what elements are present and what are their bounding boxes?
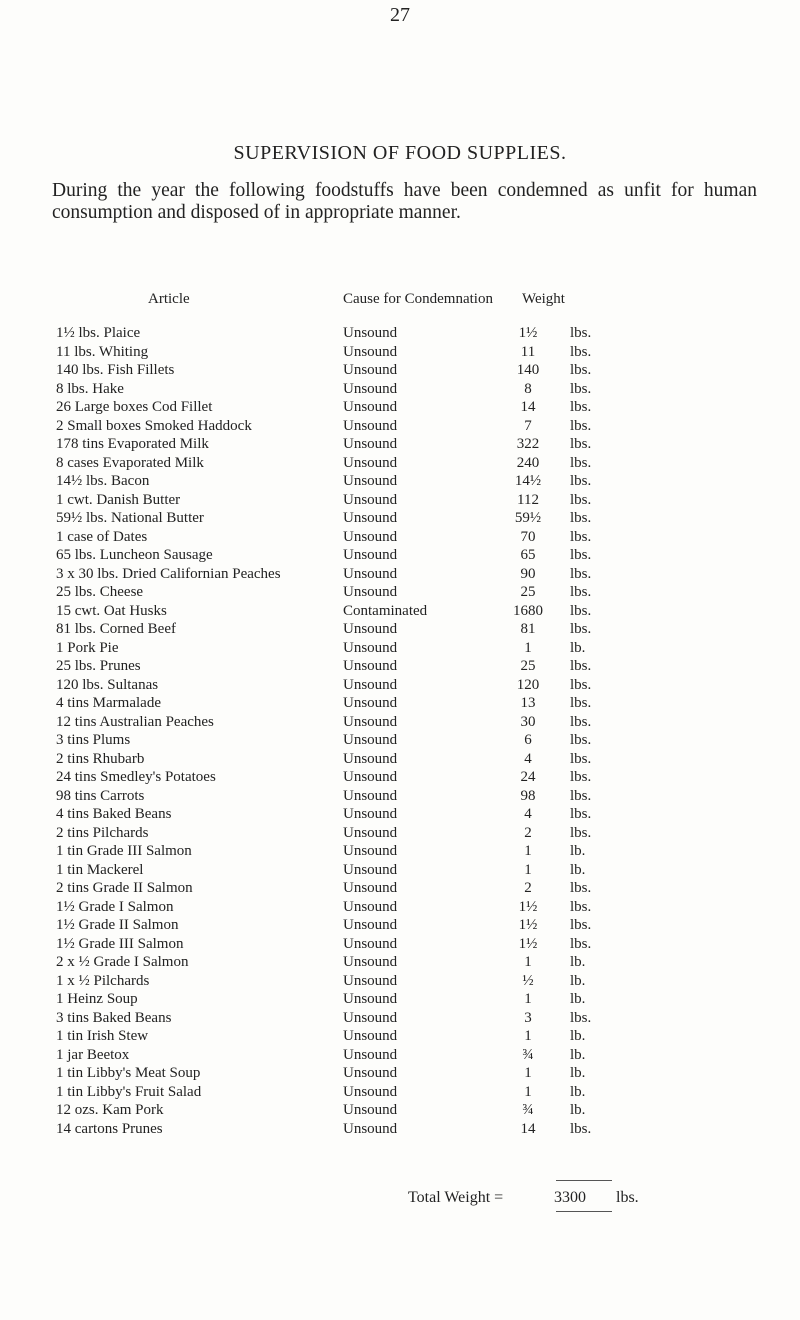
weight-unit-cell: lbs.	[570, 676, 592, 693]
cause-cell: Unsound	[343, 399, 398, 415]
article-cell: 3 tins Plums	[56, 732, 131, 748]
weight-qty-cell: 1	[524, 991, 532, 1007]
weight-unit-cell: lbs.	[570, 1009, 592, 1026]
cause-cell: Unsound	[343, 565, 398, 582]
intro-paragraph: During the year the following foodstuffs have been condemned as unfit for human consumption and disposed of in appropriate manner.	[52, 180, 757, 223]
weight-qty-cell: 90	[520, 565, 536, 582]
total-weight-unit: lbs.	[616, 1189, 639, 1206]
weight-qty-cell: ¾	[522, 1102, 534, 1118]
article-cell: 2 Small boxes Smoked Haddock	[56, 417, 252, 434]
table-row	[0, 435, 800, 454]
weight-qty-cell: 59½	[514, 510, 542, 526]
weight-unit-cell: lbs.	[570, 528, 592, 545]
table-row	[0, 1101, 800, 1120]
weight-qty-cell: 1	[524, 639, 532, 656]
article-cell: 178 tins Evaporated Milk	[56, 436, 209, 452]
table-row	[0, 768, 800, 787]
table-row	[0, 528, 800, 547]
table-row	[0, 509, 800, 528]
weight-qty-cell: 1½	[518, 935, 538, 952]
cause-cell: Unsound	[343, 732, 398, 748]
table-row	[0, 824, 800, 843]
table-row	[0, 694, 800, 713]
weight-unit-cell: lbs.	[570, 362, 592, 378]
article-cell: 12 ozs. Kam Pork	[56, 1102, 164, 1118]
cause-cell: Unsound	[343, 639, 398, 656]
weight-qty-cell: 30	[520, 713, 536, 730]
table-row	[0, 361, 800, 380]
weight-qty-cell: 81	[520, 621, 536, 637]
weight-qty-cell: ¾	[522, 1046, 534, 1063]
weight-qty-cell: 14½	[514, 473, 542, 489]
table-row	[0, 380, 800, 399]
weight-unit-cell: lb.	[570, 639, 586, 656]
weight-qty-cell: 1	[524, 954, 532, 970]
cause-cell: Unsound	[343, 491, 398, 508]
article-cell: 26 Large boxes Cod Fillet	[56, 399, 213, 415]
table-row	[0, 898, 800, 917]
cause-cell: Unsound	[343, 454, 398, 471]
article-cell: 12 tins Australian Peaches	[56, 713, 214, 730]
article-cell: 24 tins Smedley's Potatoes	[56, 769, 216, 785]
table-row	[0, 565, 800, 584]
weight-qty-cell: 14	[520, 1120, 536, 1137]
weight-qty-cell: 1½	[518, 917, 538, 933]
weight-qty-cell: 112	[517, 491, 539, 508]
table-row	[0, 805, 800, 824]
weight-qty-cell: 1	[524, 1028, 532, 1044]
weight-unit-cell: lbs.	[570, 584, 592, 600]
table-row	[0, 842, 800, 861]
table-row	[0, 472, 800, 491]
table-row	[0, 324, 800, 343]
weight-qty-cell: 25	[520, 658, 536, 674]
weight-unit-cell: lb.	[570, 861, 586, 878]
cause-cell: Unsound	[343, 473, 398, 489]
total-bottom-rule	[556, 1211, 612, 1212]
cause-cell: Unsound	[343, 343, 398, 360]
weight-qty-cell: 2	[524, 880, 532, 896]
article-cell: 1 case of Dates	[56, 528, 148, 545]
article-cell: 1 tin Libby's Meat Soup	[56, 1065, 201, 1081]
weight-unit-cell: lbs.	[570, 621, 592, 637]
article-cell: 1½ Grade II Salmon	[56, 917, 179, 933]
article-cell: 4 tins Marmalade	[56, 695, 161, 711]
article-cell: 1 tin Irish Stew	[56, 1028, 149, 1044]
header-weight: Weight	[522, 291, 565, 307]
weight-unit-cell: lbs.	[570, 417, 592, 434]
weight-unit-cell: lbs.	[570, 399, 592, 415]
table-row	[0, 990, 800, 1009]
cause-cell: Unsound	[343, 1083, 398, 1100]
cause-cell: Unsound	[343, 769, 398, 785]
weight-unit-cell: lbs.	[570, 547, 592, 563]
weight-qty-cell: ½	[522, 972, 534, 989]
article-cell: 1 Pork Pie	[56, 639, 119, 656]
article-cell: 140 lbs. Fish Fillets	[56, 362, 175, 378]
cause-cell: Unsound	[343, 510, 398, 526]
cause-cell: Unsound	[343, 917, 398, 933]
weight-unit-cell: lbs.	[570, 1120, 592, 1137]
cause-cell: Unsound	[343, 380, 398, 397]
article-cell: 8 lbs. Hake	[56, 380, 124, 397]
table-row	[0, 879, 800, 898]
article-cell: 2 tins Pilchards	[56, 824, 149, 841]
weight-unit-cell: lb.	[570, 1102, 586, 1118]
article-cell: 1 tin Mackerel	[56, 861, 144, 878]
cause-cell: Unsound	[343, 843, 398, 859]
total-top-rule	[556, 1180, 612, 1181]
header-article: Article	[148, 291, 190, 307]
cause-cell: Unsound	[343, 658, 398, 674]
weight-unit-cell: lb.	[570, 1028, 586, 1044]
weight-unit-cell: lbs.	[570, 750, 592, 767]
weight-qty-cell: 65	[520, 547, 536, 563]
article-cell: 1 tin Grade III Salmon	[56, 843, 192, 859]
table-row	[0, 583, 800, 602]
weight-qty-cell: 140	[516, 362, 540, 378]
cause-cell: Unsound	[343, 676, 398, 693]
weight-unit-cell: lbs.	[570, 898, 592, 915]
weight-unit-cell: lbs.	[570, 565, 592, 582]
weight-unit-cell: lbs.	[570, 473, 592, 489]
article-cell: 59½ lbs. National Butter	[56, 510, 204, 526]
page-title: SUPERVISION OF FOOD SUPPLIES.	[233, 142, 567, 164]
table-row	[0, 417, 800, 436]
weight-unit-cell: lbs.	[570, 806, 592, 822]
article-cell: 1 x ½ Pilchards	[56, 972, 150, 989]
table-row	[0, 639, 800, 658]
weight-qty-cell: 1½	[518, 325, 538, 341]
weight-qty-cell: 3	[524, 1009, 532, 1026]
weight-unit-cell: lb.	[570, 991, 586, 1007]
cause-cell: Unsound	[343, 880, 398, 896]
weight-unit-cell: lbs.	[570, 732, 592, 748]
table-row	[0, 916, 800, 935]
cause-cell: Unsound	[343, 436, 398, 452]
table-row	[0, 1083, 800, 1102]
weight-unit-cell: lbs.	[570, 325, 592, 341]
article-cell: 1 cwt. Danish Butter	[56, 491, 181, 508]
cause-cell: Unsound	[343, 1028, 398, 1044]
cause-cell: Unsound	[343, 954, 398, 970]
weight-qty-cell: 1	[524, 1083, 532, 1100]
weight-unit-cell: lb.	[570, 1083, 586, 1100]
cause-cell: Unsound	[343, 362, 398, 378]
weight-unit-cell: lbs.	[570, 380, 592, 397]
table-row	[0, 657, 800, 676]
page-number: 27	[390, 4, 410, 26]
weight-unit-cell: lbs.	[570, 824, 592, 841]
weight-unit-cell: lbs.	[570, 787, 592, 804]
weight-qty-cell: 25	[520, 584, 536, 600]
weight-qty-cell: 8	[524, 380, 532, 397]
weight-qty-cell: 7	[524, 417, 532, 434]
article-cell: 25 lbs. Cheese	[56, 584, 144, 600]
table-row	[0, 935, 800, 954]
weight-qty-cell: 4	[524, 806, 532, 822]
table-row	[0, 1027, 800, 1046]
table-row	[0, 602, 800, 621]
weight-unit-cell: lbs.	[570, 510, 592, 526]
weight-qty-cell: 4	[524, 750, 532, 767]
article-cell: 11 lbs. Whiting	[56, 343, 149, 360]
weight-qty-cell: 6	[524, 732, 532, 748]
table-row	[0, 491, 800, 510]
weight-qty-cell: 2	[524, 824, 532, 841]
cause-cell: Unsound	[343, 972, 398, 989]
weight-unit-cell: lb.	[570, 972, 586, 989]
article-cell: 8 cases Evaporated Milk	[56, 454, 204, 471]
weight-qty-cell: 11	[520, 343, 536, 360]
table-row	[0, 546, 800, 565]
weight-unit-cell: lb.	[570, 843, 586, 859]
header-cause: Cause for Condemnation	[343, 291, 493, 307]
table-row	[0, 953, 800, 972]
article-cell: 2 x ½ Grade I Salmon	[56, 954, 189, 970]
article-cell: 65 lbs. Luncheon Sausage	[56, 547, 213, 563]
weight-qty-cell: 24	[520, 769, 536, 785]
weight-unit-cell: lbs.	[570, 695, 592, 711]
cause-cell: Unsound	[343, 898, 398, 915]
cause-cell: Unsound	[343, 806, 398, 822]
cause-cell: Unsound	[343, 1065, 398, 1081]
article-cell: 120 lbs. Sultanas	[56, 676, 159, 693]
weight-unit-cell: lbs.	[570, 491, 592, 508]
cause-cell: Unsound	[343, 325, 398, 341]
cause-cell: Unsound	[343, 695, 398, 711]
cause-cell: Unsound	[343, 1009, 398, 1026]
cause-cell: Unsound	[343, 621, 398, 637]
weight-unit-cell: lb.	[570, 1065, 586, 1081]
article-cell: 2 tins Rhubarb	[56, 750, 145, 767]
cause-cell: Unsound	[343, 417, 398, 434]
weight-qty-cell: 1680	[513, 602, 543, 619]
article-cell: 1½ Grade I Salmon	[56, 898, 174, 915]
weight-qty-cell: 1	[524, 1065, 532, 1081]
table-row	[0, 1046, 800, 1065]
weight-unit-cell: lbs.	[570, 602, 592, 619]
condemned-foodstuffs-table	[0, 324, 800, 1138]
weight-qty-cell: 120	[516, 676, 540, 693]
table-row	[0, 454, 800, 473]
total-weight-label: Total Weight =	[408, 1189, 504, 1206]
table-row	[0, 1064, 800, 1083]
table-row	[0, 1120, 800, 1139]
weight-unit-cell: lb.	[570, 1046, 586, 1063]
weight-unit-cell: lbs.	[570, 454, 592, 471]
article-cell: 2 tins Grade II Salmon	[56, 880, 193, 896]
table-row	[0, 1009, 800, 1028]
article-cell: 25 lbs. Prunes	[56, 658, 141, 674]
cause-cell: Unsound	[343, 528, 398, 545]
weight-qty-cell: 13	[520, 695, 536, 711]
cause-cell: Unsound	[343, 750, 398, 767]
article-cell: 14½ lbs. Bacon	[56, 473, 150, 489]
article-cell: 4 tins Baked Beans	[56, 806, 172, 822]
weight-qty-cell: 1	[524, 861, 532, 878]
table-row	[0, 731, 800, 750]
weight-qty-cell: 14	[520, 399, 536, 415]
cause-cell: Unsound	[343, 861, 398, 878]
weight-unit-cell: lbs.	[570, 935, 592, 952]
table-row	[0, 861, 800, 880]
weight-qty-cell: 1	[524, 843, 532, 859]
weight-qty-cell: 1½	[518, 898, 538, 915]
article-cell: 1 Heinz Soup	[56, 991, 138, 1007]
cause-cell: Contaminated	[343, 602, 428, 619]
cause-cell: Unsound	[343, 787, 398, 804]
article-cell: 98 tins Carrots	[56, 787, 145, 804]
weight-qty-cell: 70	[520, 528, 536, 545]
table-row	[0, 676, 800, 695]
weight-qty-cell: 322	[516, 436, 540, 452]
weight-unit-cell: lbs.	[570, 658, 592, 674]
article-cell: 3 tins Baked Beans	[56, 1009, 172, 1026]
article-cell: 1½ Grade III Salmon	[56, 935, 184, 952]
cause-cell: Unsound	[343, 824, 398, 841]
cause-cell: Unsound	[343, 1120, 398, 1137]
cause-cell: Unsound	[343, 1102, 398, 1118]
table-row	[0, 713, 800, 732]
cause-cell: Unsound	[343, 1046, 398, 1063]
table-row	[0, 972, 800, 991]
table-row	[0, 620, 800, 639]
cause-cell: Unsound	[343, 935, 398, 952]
article-cell: 1 tin Libby's Fruit Salad	[56, 1083, 202, 1100]
weight-unit-cell: lb.	[570, 954, 586, 970]
weight-unit-cell: lbs.	[570, 769, 592, 785]
article-cell: 15 cwt. Oat Husks	[56, 602, 167, 619]
weight-qty-cell: 98	[520, 787, 536, 804]
cause-cell: Unsound	[343, 547, 398, 563]
weight-unit-cell: lbs.	[570, 343, 592, 360]
weight-unit-cell: lbs.	[570, 880, 592, 896]
cause-cell: Unsound	[343, 991, 398, 1007]
table-row	[0, 750, 800, 769]
cause-cell: Unsound	[343, 584, 398, 600]
cause-cell: Unsound	[343, 713, 398, 730]
total-weight-value: 3300	[554, 1189, 586, 1206]
weight-unit-cell: lbs.	[570, 917, 592, 933]
table-row	[0, 398, 800, 417]
article-cell: 3 x 30 lbs. Dried Californian Peaches	[56, 565, 281, 582]
article-cell: 14 cartons Prunes	[56, 1120, 163, 1137]
weight-unit-cell: lbs.	[570, 713, 592, 730]
article-cell: 1½ lbs. Plaice	[56, 325, 141, 341]
weight-qty-cell: 240	[516, 454, 540, 471]
table-row	[0, 343, 800, 362]
article-cell: 81 lbs. Corned Beef	[56, 621, 176, 637]
article-cell: 1 jar Beetox	[56, 1046, 130, 1063]
table-row	[0, 787, 800, 806]
weight-unit-cell: lbs.	[570, 436, 592, 452]
